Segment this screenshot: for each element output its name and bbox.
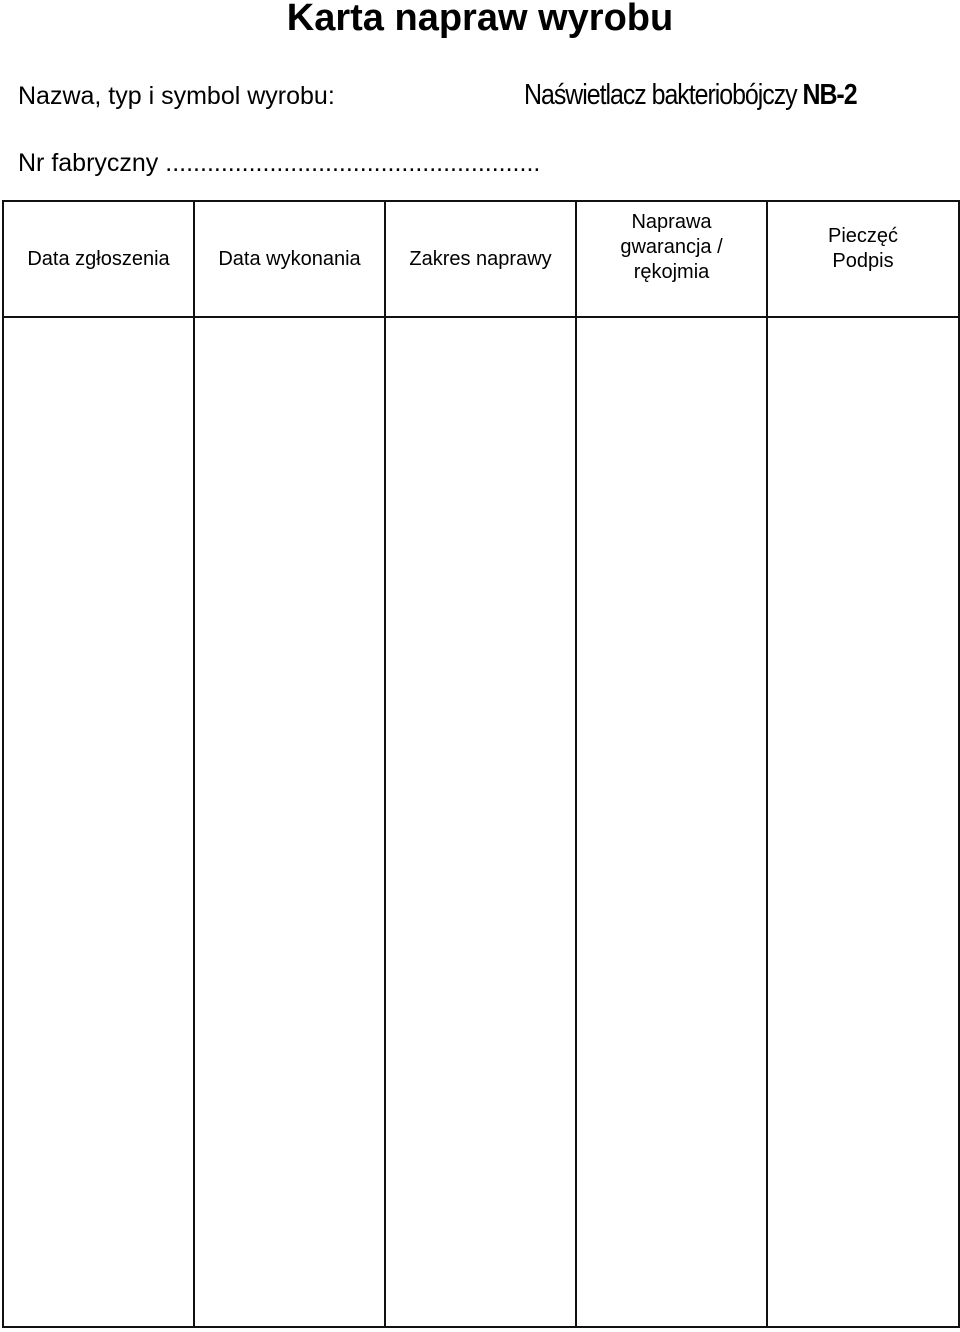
repairs-table	[2, 200, 960, 1328]
column-header-stamp-signature	[767, 201, 959, 317]
table-cell-report-date[interactable]	[3, 317, 194, 1327]
table-row	[3, 317, 959, 1327]
column-header-report-date	[3, 201, 194, 317]
column-header-line: gwarancja /	[620, 236, 723, 258]
table-cell-completion-date[interactable]	[194, 317, 385, 1327]
column-header-line: Data wykonania	[218, 247, 361, 270]
column-header-repair-scope	[385, 201, 576, 317]
repairs-table-header-row	[3, 201, 959, 317]
table-cell-stamp-signature[interactable]	[767, 317, 959, 1327]
serial-number-label: Nr fabryczny	[18, 149, 159, 177]
column-header-line: rękojmia	[633, 261, 710, 283]
table-cell-warranty[interactable]	[576, 317, 767, 1327]
column-header-line: Podpis	[832, 250, 894, 272]
column-header-warranty	[576, 201, 767, 317]
column-header-completion-date	[194, 201, 385, 317]
column-header-line: Zakres naprawy	[409, 247, 552, 270]
column-header-line: Data zgłoszenia	[27, 247, 170, 270]
column-header-line: Pieczęć	[827, 225, 899, 247]
product-name-text: Naświetlacz bakteriobójczy	[524, 79, 797, 111]
column-header-line: Naprawa	[631, 211, 712, 233]
product-name-label: Nazwa, typ i symbol wyrobu:	[18, 82, 335, 110]
document-title: Karta napraw wyrobu	[286, 0, 674, 39]
product-model: NB-2	[802, 79, 857, 111]
serial-number-line	[18, 147, 540, 179]
serial-number-dotted-field: ......................................................	[165, 149, 541, 177]
table-cell-repair-scope[interactable]	[385, 317, 576, 1327]
product-name-value	[524, 78, 857, 112]
